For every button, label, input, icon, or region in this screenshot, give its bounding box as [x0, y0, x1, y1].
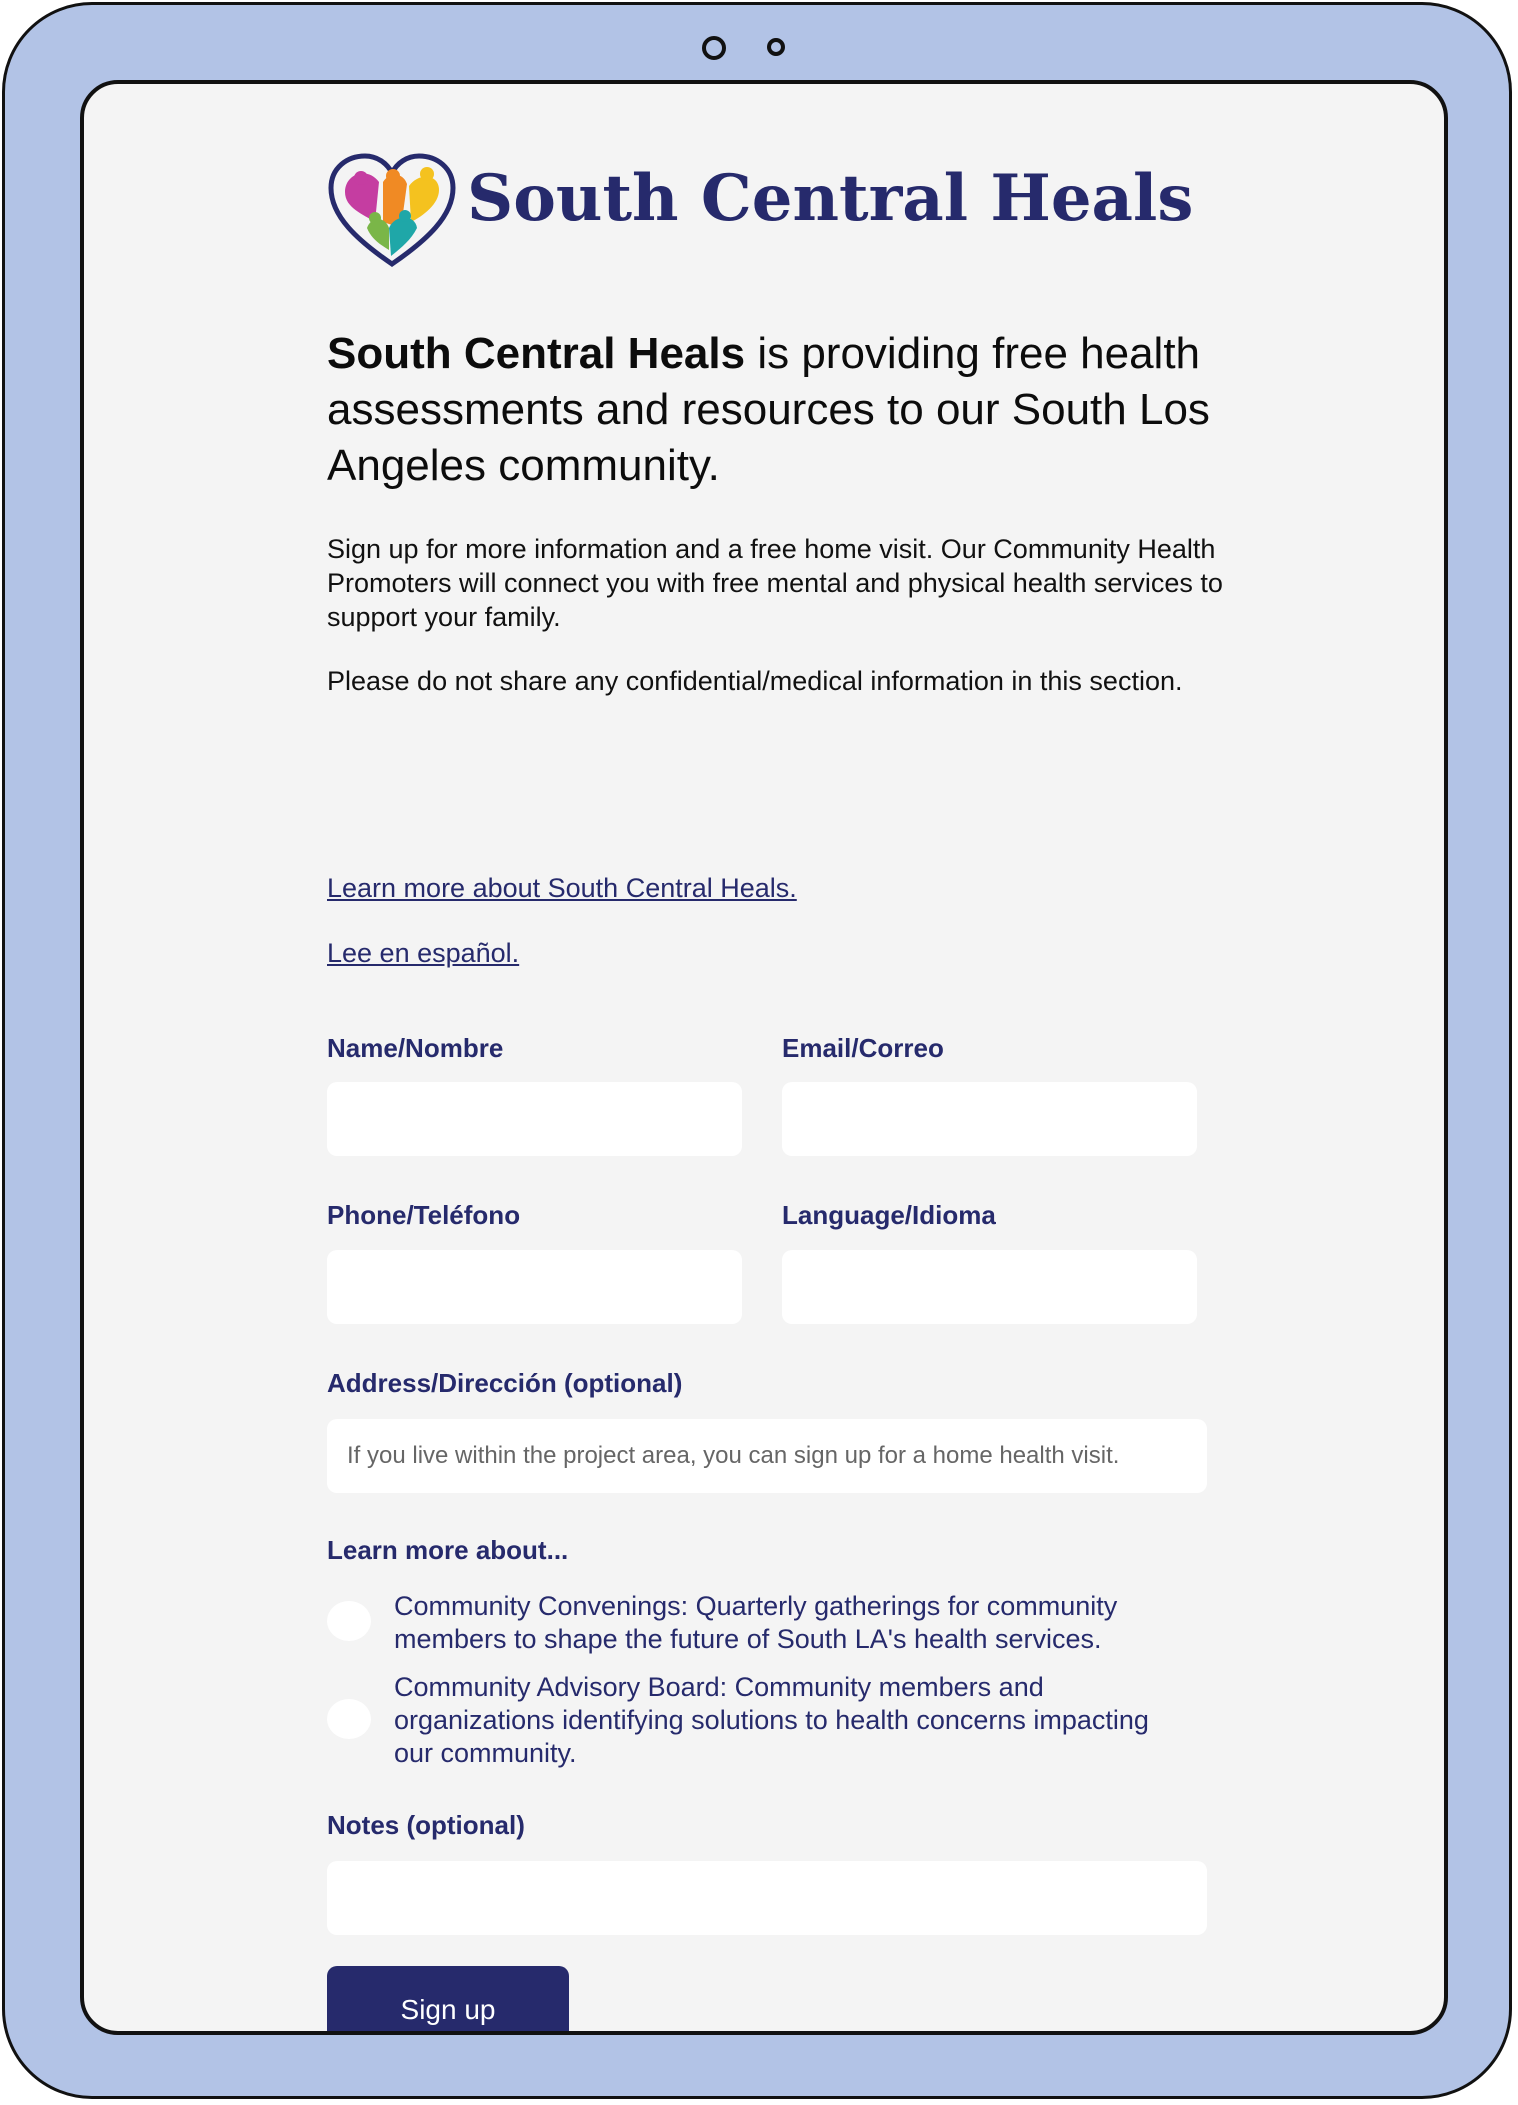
camera-lens-icon — [702, 36, 726, 60]
sign-up-button[interactable]: Sign up — [327, 1966, 569, 2035]
tablet-frame — [2, 2, 1512, 2099]
notes-label: Notes (optional) — [327, 1810, 525, 1840]
language-field[interactable] — [782, 1250, 1197, 1324]
learn-more-link[interactable]: Learn more about South Central Heals. — [327, 873, 797, 903]
address-label: Address/Dirección (optional) — [327, 1368, 683, 1398]
camera-sensor-icon — [767, 38, 785, 56]
page-headline — [327, 326, 1227, 494]
headline-brand: South Central Heals — [327, 329, 746, 378]
brand-header — [327, 147, 1287, 277]
intro-paragraph: Sign up for more information and a free home visit. Our Community Health Promoters will connect you with free mental and physical health services to support your family. — [327, 534, 1223, 632]
phone-label: Phone/Teléfono — [327, 1200, 521, 1230]
option-label: Community Advisory Board: Community members and organizations identifying solutions to health concerns impacting our community. — [394, 1672, 1149, 1768]
learn-more-label: Learn more about... — [327, 1535, 569, 1565]
privacy-notice: Please do not share any confidential/medical information in this section. — [327, 666, 1183, 696]
heart-people-logo-icon — [327, 152, 457, 272]
brand-name: South Central Heals — [467, 161, 1194, 236]
radio-circle[interactable] — [327, 1601, 371, 1641]
address-field[interactable] — [327, 1419, 1207, 1493]
radio-circle[interactable] — [327, 1699, 371, 1739]
phone-field[interactable] — [327, 1250, 742, 1324]
language-label: Language/Idioma — [782, 1200, 996, 1230]
option-label: Community Convenings: Quarterly gatherings for community members to shape the future of South LA's health services. — [394, 1591, 1118, 1654]
spanish-link[interactable]: Lee en español. — [327, 938, 520, 968]
intro-text — [327, 532, 1227, 728]
tablet-screen — [80, 80, 1448, 2035]
email-field[interactable] — [782, 1082, 1197, 1156]
name-field[interactable] — [327, 1082, 742, 1156]
notes-field[interactable] — [327, 1861, 1207, 1935]
email-label: Email/Correo — [782, 1033, 944, 1063]
headline-text: is providing free health assessments and resources to our South Los Angeles community. — [327, 329, 1210, 490]
name-label: Name/Nombre — [327, 1033, 504, 1063]
